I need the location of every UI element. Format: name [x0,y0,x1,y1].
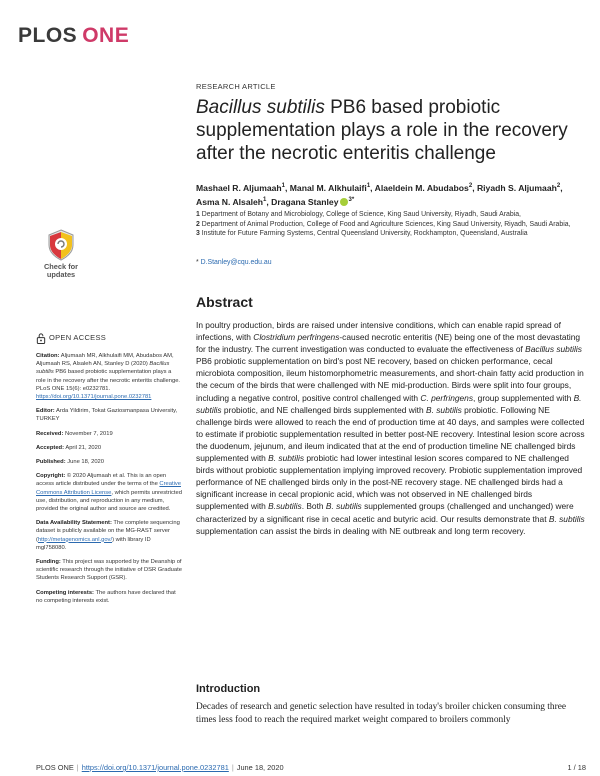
copyright-text: , which permits unrestricted use, distribution, and reproduction in any medium, provided the original author and source are credited. [36,489,182,513]
published-date: June 18, 2020 [65,459,104,466]
editor-label: Editor: [36,408,55,415]
author-name: , Riyadh S. Aljumaah [472,182,557,193]
abstract-text: probiotic, and NE challenged birds supplemented with [221,404,426,415]
article-title [196,96,586,165]
abstract-heading: Abstract [196,294,253,310]
correspondence-email [196,259,272,266]
abstract-text: supplemented groups (challenged and unchanged) were characterized by a significant rise in cecal acetic and butyric acid. Our results demonstrate that [196,501,574,524]
author-affil-sup: 2 [556,183,561,189]
citation-label: Citation: [36,353,60,359]
corresponding-mark: * [351,196,355,203]
accepted-label: Accepted: [36,444,65,451]
abstract-text: , group supplemented with [473,392,574,403]
abstract-text: In poultry production, birds are raised under intensive conditions, which can enable rapid spread of infections, with [196,320,561,343]
competing-interests-text: The authors have declared that no competing interests exist. [36,589,176,604]
abstract-text: PB6 probiotic supplementation on bird's post NE recovery, based on chicken performance, cecal microbiota composition, ileum histomorphometric measurements, and short-chain fatty acid production in the cecum of the birds that were challenged with NE mid-production. Birds were split into four groups, including a negative control, positive control challenged with [196,356,584,403]
abstract-italic: B. subtilis [325,501,362,512]
author-list [196,180,586,208]
abstract-text: . Both [301,501,326,512]
mgrast-link[interactable]: http://metagenomics.anl.gov/ [37,536,113,543]
editor-text: Arda Yildirim, Tokat Gaziosmanpasa University, TURKEY [36,408,178,423]
email-star: * [196,259,201,266]
check-for-updates-badge[interactable] [34,229,88,287]
received-date: November 7, 2019 [63,430,113,437]
check-line2: updates [46,270,76,279]
data-availability-block [36,519,182,552]
published-block [36,458,182,466]
affil-text: Institute for Future Farming Systems, Central Queensland University, Rockhampton, Queensland, Australia [199,230,528,238]
affil-text: Department of Botany and Microbiology, College of Science, King Saud University, Riyadh, Saudi Arabia, [199,211,521,218]
author-name: Mashael R. Aljumaah [196,182,282,193]
logo-plos: PLOS [18,24,78,47]
title-italic: Bacillus subtilis [196,97,325,118]
author-affil-sup: 3 [348,196,352,203]
citation-text: PB6 based probiotic supplementation plays a role in the recovery after the necrotic enteritis challenge. PLoS ONE 15(6): e0232781. [36,369,181,392]
affil-number: 3 [196,230,200,238]
affil-number: 1 [196,211,200,218]
introduction-text: Decades of research and genetic selection have resulted in today's broiler chicken consuming three times less food to reach the required market weight compared to broilers commonly [196,702,567,725]
email-link[interactable]: D.Stanley@cqu.edu.au [200,259,272,266]
abstract-italic: Clostridium perfringens [253,332,340,343]
citation-doi-link[interactable]: https://doi.org/10.1371/journal.pone.0232781 [36,394,152,401]
affiliations [196,210,586,239]
footer-journal: PLOS ONE [36,763,74,772]
article-info-sidebar [36,333,182,611]
abstract-text: probiotic. Following NE challenge birds were allowed to reach the end of production time at 40 days, and samples were collected to estimate if probiotic supplementation resulted in better post-NE recovery. Intestinal lesion score across the duodenum, jejunum, and ileum indicated that at the end of production timeline NE challenged birds supplemented with [196,404,585,464]
open-lock-icon [36,333,46,344]
abstract-body [196,319,586,537]
abstract-italic: B. subtilis [548,513,585,524]
data-availability-text: ) with library ID mgl758080. [36,536,151,551]
logo-one: ONE [82,24,130,47]
check-line1: Check for [43,262,79,271]
author-affil-sup: 1 [366,183,371,189]
editor-block [36,407,182,423]
author-name: , Dragana Stanley [266,196,339,207]
citation-block [36,352,182,401]
received-block [36,430,182,438]
abstract-text: -caused necrotic enteritis (NE) being one of the most devastating for the industry. The current investigation was conducted to evaluate the effectiveness of [196,332,581,355]
check-updates-icon [47,229,75,261]
published-label: Published: [36,459,66,466]
introduction-heading: Introduction [196,683,261,695]
affil-number: 2 [196,220,200,228]
funding-label: Funding: [36,559,61,566]
author-affil-sup: 1 [263,196,267,203]
data-availability-label: Data Availability Statement: [36,520,112,527]
author-affil-sup: 2 [468,183,473,189]
title-rest: PB6 based probiotic supplementation plays a role in the recovery after the necrotic enteritis challenge [196,97,568,164]
footer-separator: | [231,763,234,772]
abstract-italic: B. subtilis [196,392,582,415]
funding-text: This project was supported by the Deanship of scientific research through the initiative of DSR Graduate Students Research Support (GSR). [36,559,182,582]
abstract-italic: B. subtilis [268,453,305,464]
citation-text: Aljumaah MR, Alkhulaifi MM, Abudabos AM, Aljumaah RS, Alsaleh AN, Stanley D (2020) [36,353,174,368]
check-updates-label [34,263,88,279]
orcid-icon[interactable] [340,198,348,206]
competing-interests-block [36,589,182,605]
accepted-date: April 21, 2020 [64,444,102,451]
accepted-block [36,444,182,452]
article-type: RESEARCH ARTICLE [196,82,276,91]
footer-separator: | [76,763,79,772]
page-number: 1 / 18 [567,763,586,772]
page-footer [36,763,586,772]
author-affil-sup: 1 [281,183,285,189]
open-access-label [36,333,182,344]
abstract-italic: C. perfringens [420,392,474,403]
footer-date: June 18, 2020 [236,763,284,772]
author-name: , Manal M. Alkhulaifi [285,182,367,193]
open-access-text: OPEN ACCESS [49,333,107,343]
abstract-italic: B. subtilis [426,404,462,415]
footer-doi-link[interactable]: https://doi.org/10.1371/journal.pone.0232781 [81,763,229,772]
received-label: Received: [36,430,64,437]
citation-italic: Bacillus subtilis [36,361,170,376]
abstract-italic: B.subtilis [268,501,302,512]
license-link[interactable]: Creative Commons Attribution License [36,481,181,496]
author-name: , Asma N. Alsaleh [196,182,563,207]
data-availability-text: The complete sequencing dataset is publicly available on the MG-RAST server ( [36,520,180,543]
copyright-label: Copyright: [36,473,66,480]
funding-block [36,558,182,583]
abstract-text: probiotic had lower intestinal lesion scores compared to NE challenged birds without probiotic supplementation implying improved recovery. Probiotic supplementation improved performance of NE challenged birds only in the post-NE recovery stage. NE challenged birds had a significant increase in cecal propionic acid, which was not observed in NE challenged birds supplemented with [196,453,583,512]
author-name: , Alaeldein M. Abudabos [370,182,469,193]
copyright-text: © 2020 Aljumaah et al. This is an open access article distributed under the terms of the [36,473,167,488]
journal-logo [18,24,129,48]
competing-interests-label: Competing interests: [36,589,94,596]
abstract-italic: Bacillus subtilis [525,344,582,355]
abstract-text: supplementation can assist the birds in dealing with NE outbreak and long term recovery. [196,525,526,536]
affil-text: Department of Animal Production, College of Food and Agriculture Sciences, King Saud University, Riyadh, Saudi Arabia, [199,220,571,228]
copyright-block [36,472,182,513]
